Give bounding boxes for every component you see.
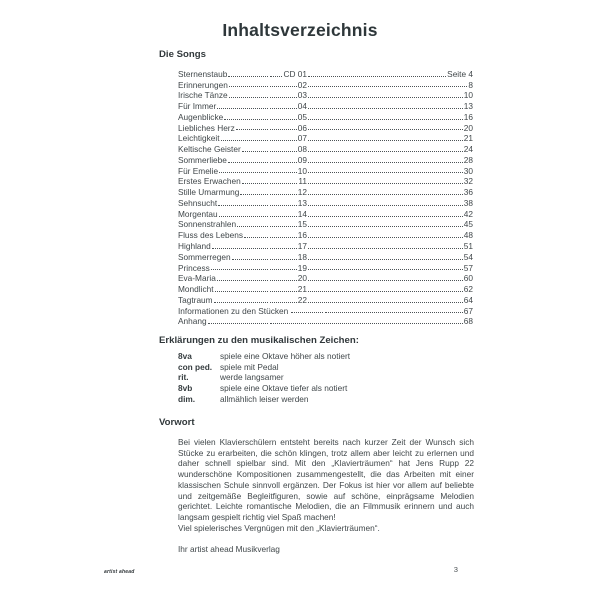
- dot-leader: [308, 291, 463, 292]
- dot-leader: [325, 312, 462, 313]
- toc-row: [178, 197, 473, 208]
- song-title: Erstes Erwachen: [178, 176, 241, 187]
- toc-row: [178, 316, 473, 327]
- symbol-row: [178, 372, 350, 383]
- dot-leader: [308, 269, 463, 270]
- toc-row: [178, 186, 473, 197]
- cd-cell: [269, 241, 307, 251]
- song-title: Für Emelie: [178, 165, 219, 176]
- page-ref: 42: [463, 208, 473, 219]
- cd-cell: [269, 252, 307, 262]
- dot-leader: [236, 129, 268, 130]
- page-ref: 30: [463, 165, 473, 176]
- toc-row: [178, 262, 473, 273]
- song-title: Fluss des Lebens: [178, 230, 244, 241]
- song-title: Mondlicht: [178, 284, 214, 295]
- cd-cell: [269, 133, 307, 143]
- page-number: 3: [453, 565, 458, 574]
- page-ref: 32: [463, 176, 473, 187]
- cd-cell: [269, 69, 307, 79]
- publisher-logo: artist ahead: [104, 569, 135, 575]
- cd-number: CD 01: [283, 68, 307, 79]
- song-title: Augenblicke: [178, 111, 224, 122]
- dot-leader: [270, 108, 297, 109]
- dot-leader: [270, 76, 282, 77]
- toc-row: [178, 90, 473, 101]
- dot-leader: [270, 86, 297, 87]
- song-title: Erinnerungen: [178, 79, 228, 90]
- dot-leader: [308, 248, 463, 249]
- cd-number: 21: [297, 284, 307, 295]
- page-cell: [324, 306, 473, 316]
- page-cell: [307, 80, 473, 90]
- dot-leader: [211, 269, 268, 270]
- symbol-row: [178, 351, 350, 362]
- cd-number: 07: [297, 133, 307, 144]
- page-ref: 57: [463, 262, 473, 273]
- dot-leader: [270, 291, 297, 292]
- song-title: Anhang: [178, 316, 207, 327]
- dot-leader: [270, 302, 297, 303]
- page-cell: [307, 241, 473, 251]
- dot-leader: [270, 129, 297, 130]
- dot-leader: [308, 119, 463, 120]
- page-cell: [307, 263, 473, 273]
- song-title: Eva-Maria: [178, 273, 216, 284]
- symbol-row: [178, 362, 350, 373]
- dot-leader: [214, 302, 268, 303]
- page-cell: [307, 219, 473, 229]
- page-ref: 68: [463, 316, 473, 327]
- page-ref: 64: [463, 294, 473, 305]
- page-ref: 60: [463, 273, 473, 284]
- page-ref: 10: [463, 90, 473, 101]
- foreword-closing: Ihr artist ahead Musikverlag: [178, 544, 280, 555]
- dot-leader: [237, 226, 268, 227]
- dot-leader: [270, 194, 297, 195]
- song-title: Informationen zu den Stücken: [178, 305, 289, 316]
- cd-number: 16: [297, 230, 307, 241]
- dot-leader: [308, 151, 463, 152]
- page-cell: [307, 101, 473, 111]
- dot-leader: [308, 76, 446, 77]
- cd-cell: [269, 80, 307, 90]
- cd-cell: [269, 219, 307, 229]
- page-cell: [307, 209, 473, 219]
- dot-leader: [308, 302, 463, 303]
- toc-row: [178, 68, 473, 79]
- page-ref: Seite 4: [447, 68, 473, 79]
- songs-list: [178, 68, 473, 326]
- cd-number: 09: [297, 154, 307, 165]
- song-title: Irische Tänze: [178, 90, 228, 101]
- page-cell: [307, 133, 473, 143]
- dot-leader: [242, 151, 268, 152]
- dot-leader: [308, 323, 463, 324]
- page-cell: [307, 112, 473, 122]
- dot-leader: [308, 216, 463, 217]
- cd-number: 22: [297, 294, 307, 305]
- cd-cell: [269, 123, 307, 133]
- page-ref: 20: [463, 122, 473, 133]
- page-ref: 51: [463, 241, 473, 252]
- cd-number: 14: [297, 208, 307, 219]
- dot-leader: [308, 205, 463, 206]
- symbol-definition: werde langsamer: [220, 372, 284, 383]
- symbol-term: con ped.: [178, 361, 213, 372]
- song-title: Sternenstaub: [178, 68, 228, 79]
- page-cell: [307, 90, 473, 100]
- cd-number: 15: [297, 219, 307, 230]
- page-cell: [307, 198, 473, 208]
- cd-number: 18: [297, 251, 307, 262]
- page-ref: 16: [463, 111, 473, 122]
- foreword-section-heading: Vorwort: [159, 417, 195, 428]
- dot-leader: [308, 237, 463, 238]
- toc-row: [178, 176, 473, 187]
- dot-leader: [308, 259, 463, 260]
- song-title: Sommerregen: [178, 251, 231, 262]
- song-title: Princess: [178, 262, 210, 273]
- cd-cell: [269, 198, 307, 208]
- dot-leader: [244, 237, 268, 238]
- toc-row: [178, 229, 473, 240]
- cd-number: 06: [297, 122, 307, 133]
- song-title: Tagtraum: [178, 294, 213, 305]
- dot-leader: [270, 205, 297, 206]
- page-ref: 48: [463, 230, 473, 241]
- toc-row: [178, 111, 473, 122]
- symbols-section-heading: Erklärungen zu den musikalischen Zeichen:: [159, 335, 359, 346]
- song-title: Liebliches Herz: [178, 122, 235, 133]
- dot-leader: [308, 162, 463, 163]
- symbol-definition: allmählich leiser werden: [220, 393, 309, 404]
- song-title: Highland: [178, 241, 211, 252]
- cd-number: 12: [297, 187, 307, 198]
- dot-leader: [212, 248, 268, 249]
- toc-row: [178, 240, 473, 251]
- dot-leader: [215, 291, 268, 292]
- toc-row: [178, 122, 473, 133]
- dot-leader: [219, 172, 268, 173]
- foreword-tagline: Viel spielerisches Vergnügen mit den „Klavierträumen“.: [178, 522, 380, 533]
- page-ref: 24: [463, 144, 473, 155]
- cd-number: 03: [297, 90, 307, 101]
- dot-leader: [270, 151, 297, 152]
- dot-leader: [242, 183, 268, 184]
- dot-leader: [308, 280, 463, 281]
- cd-cell: [269, 284, 307, 294]
- toc-row: [178, 154, 473, 165]
- dot-leader: [219, 216, 268, 217]
- cd-cell: [269, 263, 307, 273]
- page-cell: [307, 144, 473, 154]
- symbol-term: 8vb: [178, 383, 193, 394]
- dot-leader: [270, 323, 306, 324]
- song-title: Stille Umarmung: [178, 187, 240, 198]
- page-ref: 54: [463, 251, 473, 262]
- cd-number: 10: [297, 165, 307, 176]
- cd-number: 11: [298, 176, 307, 187]
- song-title: Sommerliebe: [178, 154, 227, 165]
- toc-row: [178, 294, 473, 305]
- symbol-definition: spiele eine Oktave höher als notiert: [220, 351, 351, 361]
- dot-leader: [229, 97, 268, 98]
- cd-cell: [269, 155, 307, 165]
- page-ref: 13: [463, 101, 473, 112]
- symbols-list: [178, 351, 350, 404]
- dot-leader: [208, 323, 268, 324]
- symbol-row: [178, 383, 350, 394]
- page-ref: 67: [463, 305, 473, 316]
- page-ref: 8: [468, 79, 473, 90]
- page-cell: [307, 187, 473, 197]
- toc-row: [178, 283, 473, 294]
- cd-number: 08: [297, 144, 307, 155]
- song-title: Für Immer: [178, 101, 217, 112]
- cd-number: 19: [297, 262, 307, 273]
- cd-cell: [290, 312, 324, 315]
- cd-number: 02: [297, 79, 307, 90]
- page-ref: 36: [463, 187, 473, 198]
- dot-leader: [218, 205, 268, 206]
- dot-leader: [270, 226, 297, 227]
- dot-leader: [270, 162, 297, 163]
- toc-row: [178, 79, 473, 90]
- page-cell: [307, 316, 473, 326]
- toc-row: [178, 251, 473, 262]
- dot-leader: [270, 119, 297, 120]
- symbol-definition: spiele mit Pedal: [220, 361, 279, 372]
- cd-number: 20: [297, 273, 307, 284]
- cd-number: 13: [297, 197, 307, 208]
- page-ref: 28: [463, 154, 473, 165]
- cd-cell: [269, 273, 307, 283]
- toc-row: [178, 133, 473, 144]
- dot-leader: [229, 86, 268, 87]
- dot-leader: [270, 237, 297, 238]
- toc-row: [178, 165, 473, 176]
- symbol-definition: spiele eine Oktave tiefer als notiert: [220, 383, 348, 394]
- dot-leader: [308, 86, 467, 87]
- dot-leader: [217, 108, 268, 109]
- toc-row: [178, 273, 473, 284]
- cd-cell: [269, 176, 307, 186]
- cd-cell: [269, 209, 307, 219]
- page-cell: [307, 166, 473, 176]
- page-cell: [307, 230, 473, 240]
- toc-row: [178, 305, 473, 316]
- page-cell: [307, 155, 473, 165]
- dot-leader: [270, 259, 297, 260]
- symbol-term: dim.: [178, 393, 196, 404]
- cd-cell: [269, 101, 307, 111]
- toc-row: [178, 208, 473, 219]
- page-cell: [307, 176, 473, 186]
- song-title: Leichtigkeit: [178, 133, 220, 144]
- page-ref: 45: [463, 219, 473, 230]
- cd-number: 17: [297, 241, 307, 252]
- page-cell: [307, 252, 473, 262]
- symbol-term: 8va: [178, 351, 192, 361]
- dot-leader: [308, 226, 463, 227]
- cd-cell: [269, 144, 307, 154]
- toc-row: [178, 100, 473, 111]
- cd-cell: [269, 187, 307, 197]
- cd-cell: [269, 323, 307, 326]
- dot-leader: [224, 119, 268, 120]
- foreword-text: [178, 437, 474, 555]
- dot-leader: [308, 194, 463, 195]
- songs-section-heading: Die Songs: [159, 49, 206, 60]
- cd-number: 05: [297, 111, 307, 122]
- cd-cell: [269, 166, 307, 176]
- toc-row: [178, 143, 473, 154]
- dot-leader: [217, 280, 268, 281]
- cd-number: 04: [297, 101, 307, 112]
- foreword-paragraph: Bei vielen Klavierschülern entsteht bereits nach kurzer Zeit der Wunsch sich Stücke zu erarbeiten, die schön klingen, trotz allem aber leicht zu erlernen und daher schnell spielbar sind. Mit den „Klavierträumen“ hat Jens Rupp 22 wunderschöne Kompositionen zusammengestellt, die das Arbeiten mit einer klassischen Schule sinnvoll ergänzen. Der Fokus ist hier vor allem auf beliebte und zeitgemäße Begleitfiguren, sowie auf schöne, einprägsame Melodien gerichtet. Leichte romantische Melodien, die an Filmmusik erinnern und auch langsam gespielt richtig viel Spaß machen!: [178, 437, 474, 523]
- dot-leader: [240, 194, 268, 195]
- song-title: Morgentau: [178, 208, 218, 219]
- page-cell: [307, 295, 473, 305]
- cd-cell: [269, 90, 307, 100]
- dot-leader: [228, 76, 268, 77]
- page-cell: [307, 273, 473, 283]
- dot-leader: [308, 97, 463, 98]
- page-title: Inhaltsverzeichnis: [222, 20, 378, 40]
- page-ref: 38: [463, 197, 473, 208]
- dot-leader: [308, 129, 463, 130]
- song-title: Keltische Geister: [178, 144, 241, 155]
- page-ref: 21: [463, 133, 473, 144]
- page-ref: 62: [463, 284, 473, 295]
- song-title: Sonnenstrahlen: [178, 219, 237, 230]
- page-cell: [307, 69, 473, 79]
- dot-leader: [270, 269, 297, 270]
- dot-leader: [270, 140, 297, 141]
- cd-cell: [269, 230, 307, 240]
- dot-leader: [270, 280, 297, 281]
- dot-leader: [308, 108, 463, 109]
- dot-leader: [270, 97, 297, 98]
- symbol-term: rit.: [178, 372, 189, 383]
- dot-leader: [270, 183, 297, 184]
- song-title: Sehnsucht: [178, 197, 218, 208]
- dot-leader: [270, 248, 297, 249]
- cd-cell: [269, 112, 307, 122]
- toc-row: [178, 219, 473, 230]
- dot-leader: [308, 172, 463, 173]
- dot-leader: [228, 162, 268, 163]
- page-cell: [307, 284, 473, 294]
- cd-cell: [269, 295, 307, 305]
- dot-leader: [291, 312, 323, 313]
- page-cell: [307, 123, 473, 133]
- symbol-row: [178, 394, 350, 405]
- dot-leader: [270, 216, 297, 217]
- dot-leader: [221, 140, 268, 141]
- dot-leader: [270, 172, 297, 173]
- dot-leader: [308, 140, 463, 141]
- dot-leader: [308, 183, 463, 184]
- dot-leader: [232, 259, 268, 260]
